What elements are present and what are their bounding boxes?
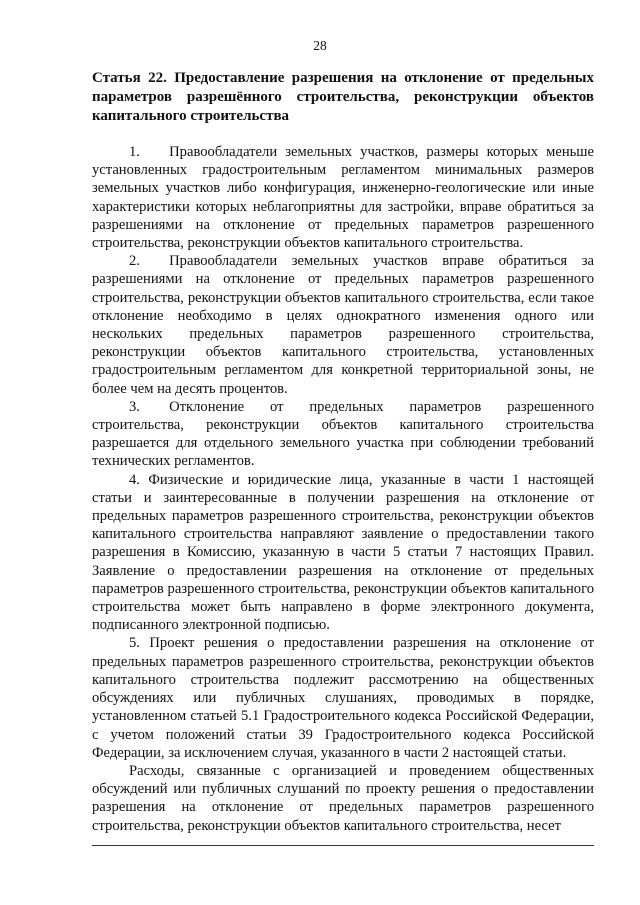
paragraph-1: 1. Правообладатели земельных участков, размеры которых меньше установленных градостроительным регламентом минимальных размеров земельных участков либо конфигурация, инженерно-геологические или иные характеристики которых неблагоприятны для застройки, вправе обратиться за разрешениями на отклонение от предельных параметров разрешенного строительства, реконструкции объектов капитального строительства. bbox=[92, 144, 594, 252]
page-content bbox=[92, 69, 594, 835]
paragraph-2: 2. Правообладатели земельных участков вправе обратиться за разрешениями на отклонение от предельных параметров разрешенного строительства, реконструкции объектов капитального строительства, если такое отклонение необходимо в целях однократного изменения одного или нескольких предельных параметров разрешенного строительства, реконструкции объектов капитального строительства, установленных градостроительным регламентом для конкретной территориальной зоны, не более чем на десять процентов. bbox=[92, 253, 594, 397]
footer-divider bbox=[92, 845, 594, 846]
paragraph-3: 3. Отклонение от предельных параметров разрешенного строительства, реконструкции объектов капитального строительства разрешается для отдельного земельного участка при соблюдении требований технических регламентов. bbox=[92, 398, 594, 470]
paragraph-expenses: Расходы, связанные с организацией и проведением общественных обсуждений или публичных слушаний по проекту решения о предоставлении разрешения на отклонение от предельных параметров разрешенного строительства, реконструкции объектов капитального строительства, несет bbox=[92, 762, 594, 834]
page-number: 28 bbox=[313, 38, 327, 53]
article-title: Статья 22. Предоставление разрешения на отклонение от предельных параметров разрешённого строительства, реконструкции объектов капитального строительства bbox=[92, 70, 594, 124]
paragraph-5: 5. Проект решения о предоставлении разрешения на отклонение от предельных параметров разрешенного строительства, реконструкции объектов капитального строительства подлежит рассмотрению на общественных обсуждениях или публичных слушаниях, проводимых в порядке, установленном статьей 5.1 Градостроительного кодекса Российской Федерации, с учетом положений статьи 39 Градостроительного кодекса Российской Федерации, за исключением случая, указанного в части 2 настоящей статьи. bbox=[92, 635, 594, 761]
paragraph-4: 4. Физические и юридические лица, указанные в части 1 настоящей статьи и заинтересованные в получении разрешения на отклонение от предельных параметров разрешенного строительства, реконструкции объектов капитального строительства направляют заявление о предоставлении такого разрешения в Комиссию, указанную в части 5 статьи 7 настоящих Правил. Заявление о предоставлении разрешения на отклонение от предельных параметров разрешенного строительства, реконструкции объектов капитального строительства может быть направлено в форме электронного документа, подписанного электронной подписью. bbox=[92, 471, 594, 634]
